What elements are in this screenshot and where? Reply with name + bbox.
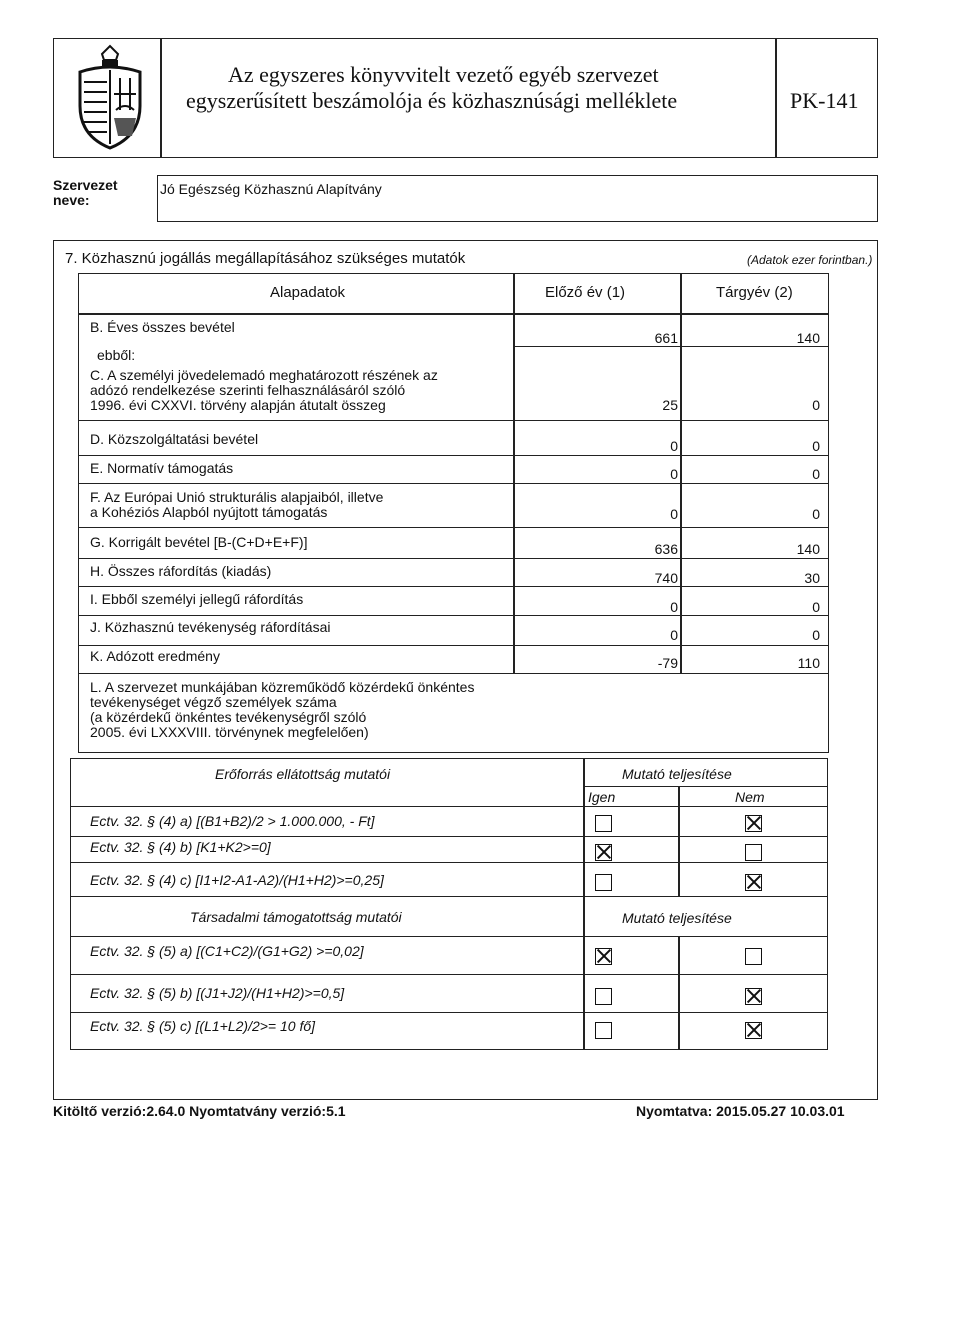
row-c-divider (78, 420, 829, 421)
coat-of-arms-icon (72, 44, 148, 150)
unit-note: (Adatok ezer forintban.) (747, 253, 873, 267)
row-g-current: 140 (796, 541, 820, 557)
row-h-prev: 740 (654, 570, 678, 586)
row-f-divider (78, 527, 829, 528)
form-title-line1: Az egyszeres könyvvitelt vezető egyéb szervezet (228, 62, 659, 87)
row-label-g: G. Korrigált bevétel [B-(C+D+E+F)] (90, 534, 308, 550)
row-label-ebbol: ebből: (97, 347, 136, 363)
resource-c-yes-checkbox[interactable] (595, 874, 612, 891)
social-a-no-checkbox[interactable] (745, 948, 762, 965)
form-title-line2: egyszerűsített beszámolója és közhasznúsági melléklete (186, 88, 678, 113)
social-header-divider (70, 936, 828, 937)
row-k-divider (78, 673, 829, 674)
resource-b-divider (70, 862, 828, 863)
social-indicator-b: Ectv. 32. § (5) b) [(J1+J2)/(H1+H2)>=0,5] (90, 985, 345, 1001)
row-d-current: 0 (812, 438, 820, 454)
resource-a-no-checkbox[interactable] (745, 815, 762, 832)
social-c-yes-checkbox[interactable] (595, 1022, 612, 1039)
social-b-divider (70, 1012, 828, 1013)
resource-b-yes-checkbox[interactable] (595, 844, 612, 861)
row-label-f-2: a Kohéziós Alapból nyújtott támogatás (90, 504, 328, 520)
row-label-f-1: F. Az Európai Unió strukturális alapjaiból, illetve (90, 489, 384, 505)
social-indicators-title: Társadalmi támogatottság mutatói (190, 909, 402, 925)
resource-indicator-c: Ectv. 32. § (4) c) [I1+I2-A1-A2)/(H1+H2)>=0,25] (90, 872, 384, 888)
row-label-l-3: (a közérdekű önkéntes tevékenységről szóló (90, 709, 367, 725)
row-c-current: 0 (812, 397, 820, 413)
fulfilment-title: Mutató teljesítése (622, 766, 732, 782)
resource-indicators-title: Erőforrás ellátottság mutatói (215, 766, 391, 782)
row-label-c-3: 1996. évi CXXVI. törvény alapján átutalt összeg (90, 397, 386, 413)
row-k-prev: -79 (657, 655, 678, 671)
resource-a-yes-checkbox[interactable] (595, 815, 612, 832)
row-label-c-2: adózó rendelkezése szerinti felhasználásáról szóló (90, 382, 406, 398)
social-fulfilment-title: Mutató teljesítése (622, 910, 732, 926)
row-label-e: E. Normatív támogatás (90, 460, 234, 476)
resource-c-divider (70, 896, 828, 897)
row-label-d: D. Közszolgáltatási bevétel (90, 431, 259, 447)
no-header: Nem (735, 789, 765, 805)
row-f-prev: 0 (670, 506, 678, 522)
fulfilment-underline (583, 786, 828, 787)
row-i-divider (78, 615, 829, 616)
resource-c-no-checkbox[interactable] (745, 874, 762, 891)
row-i-current: 0 (812, 599, 820, 615)
social-indicator-c: Ectv. 32. § (5) c) [(L1+L2)/2>= 10 fő] (90, 1018, 316, 1034)
resource-b-no-checkbox[interactable] (745, 844, 762, 861)
row-label-l-1: L. A szervezet munkájában közreműködő közérdekű önkéntes (90, 679, 475, 695)
row-k-current: 110 (797, 655, 820, 671)
social-c-no-checkbox[interactable] (745, 1022, 762, 1039)
indicators-col-divider-3 (678, 936, 680, 1050)
social-b-yes-checkbox[interactable] (595, 988, 612, 1005)
row-g-prev: 636 (654, 541, 678, 557)
row-label-c-1: C. A személyi jövedelemadó meghatározott részének az (90, 367, 438, 383)
social-b-no-checkbox[interactable] (745, 988, 762, 1005)
social-a-divider (70, 974, 828, 975)
social-indicator-a: Ectv. 32. § (5) a) [(C1+C2)/(G1+G2) >=0,02] (90, 943, 364, 959)
column-header-current-year: Tárgyév (2) (716, 284, 793, 301)
organization-name: Jó Egészség Közhasznú Alapítvány (160, 181, 382, 197)
indicators-col-divider-1 (583, 758, 585, 1050)
header-divider-right (775, 38, 777, 158)
row-label-k: K. Adózott eredmény (90, 648, 220, 664)
social-a-yes-checkbox[interactable] (595, 948, 612, 965)
column-header-basic: Alapadatok (270, 284, 346, 301)
row-d-prev: 0 (670, 438, 678, 454)
row-label-l-4: 2005. évi LXXXVIII. törvénynek megfelelően) (90, 724, 369, 740)
header-divider-left (160, 38, 162, 158)
row-j-current: 0 (812, 627, 820, 643)
row-c-prev: 25 (662, 397, 678, 413)
organization-label-2: neve: (53, 192, 90, 208)
yes-no-divider (70, 806, 828, 807)
row-j-prev: 0 (670, 627, 678, 643)
section-title: 7. Közhasznú jogállás megállapításához szükséges mutatók (65, 250, 466, 267)
row-label-h: H. Összes ráfordítás (kiadás) (90, 563, 272, 579)
row-h-divider (78, 586, 829, 587)
row-e-divider (78, 483, 829, 484)
row-label-j: J. Közhasznú tevékenység ráfordításai (90, 619, 331, 635)
form-code: PK-141 (790, 88, 859, 113)
footer-version: Kitöltő verzió:2.64.0 Nyomtatvány verzió:5.1 (53, 1103, 346, 1119)
resource-a-divider (70, 836, 828, 837)
row-label-i: I. Ebből személyi jellegű ráfordítás (90, 591, 304, 607)
row-j-divider (78, 645, 829, 646)
row-b-current: 140 (796, 330, 820, 346)
row-b-prev: 661 (654, 330, 678, 346)
resource-indicator-a: Ectv. 32. § (4) a) [(B1+B2)/2 > 1.000.000, - Ft] (90, 813, 375, 829)
row-g-divider (78, 558, 829, 559)
row-e-prev: 0 (670, 466, 678, 482)
row-d-divider (78, 455, 829, 456)
organization-label: Szervezet (53, 177, 118, 193)
row-e-current: 0 (812, 466, 820, 482)
indicators-table (70, 758, 828, 1050)
row-label-b: B. Éves összes bevétel (90, 319, 235, 335)
table-col-divider-1 (513, 273, 515, 673)
row-label-l-2: tevékenységet végző személyek száma (90, 694, 337, 710)
table-col-divider-2 (680, 273, 682, 673)
row-i-prev: 0 (670, 599, 678, 615)
resource-indicator-b: Ectv. 32. § (4) b) [K1+K2>=0] (90, 839, 271, 855)
indicators-col-divider-2 (678, 786, 680, 896)
yes-header: Igen (588, 789, 616, 805)
footer-printed: Nyomtatva: 2015.05.27 10.03.01 (636, 1103, 845, 1119)
row-b-divider (513, 346, 829, 347)
table-header-divider (78, 313, 829, 315)
row-f-current: 0 (812, 506, 820, 522)
column-header-prev-year: Előző év (1) (545, 284, 626, 301)
row-h-current: 30 (804, 570, 820, 586)
